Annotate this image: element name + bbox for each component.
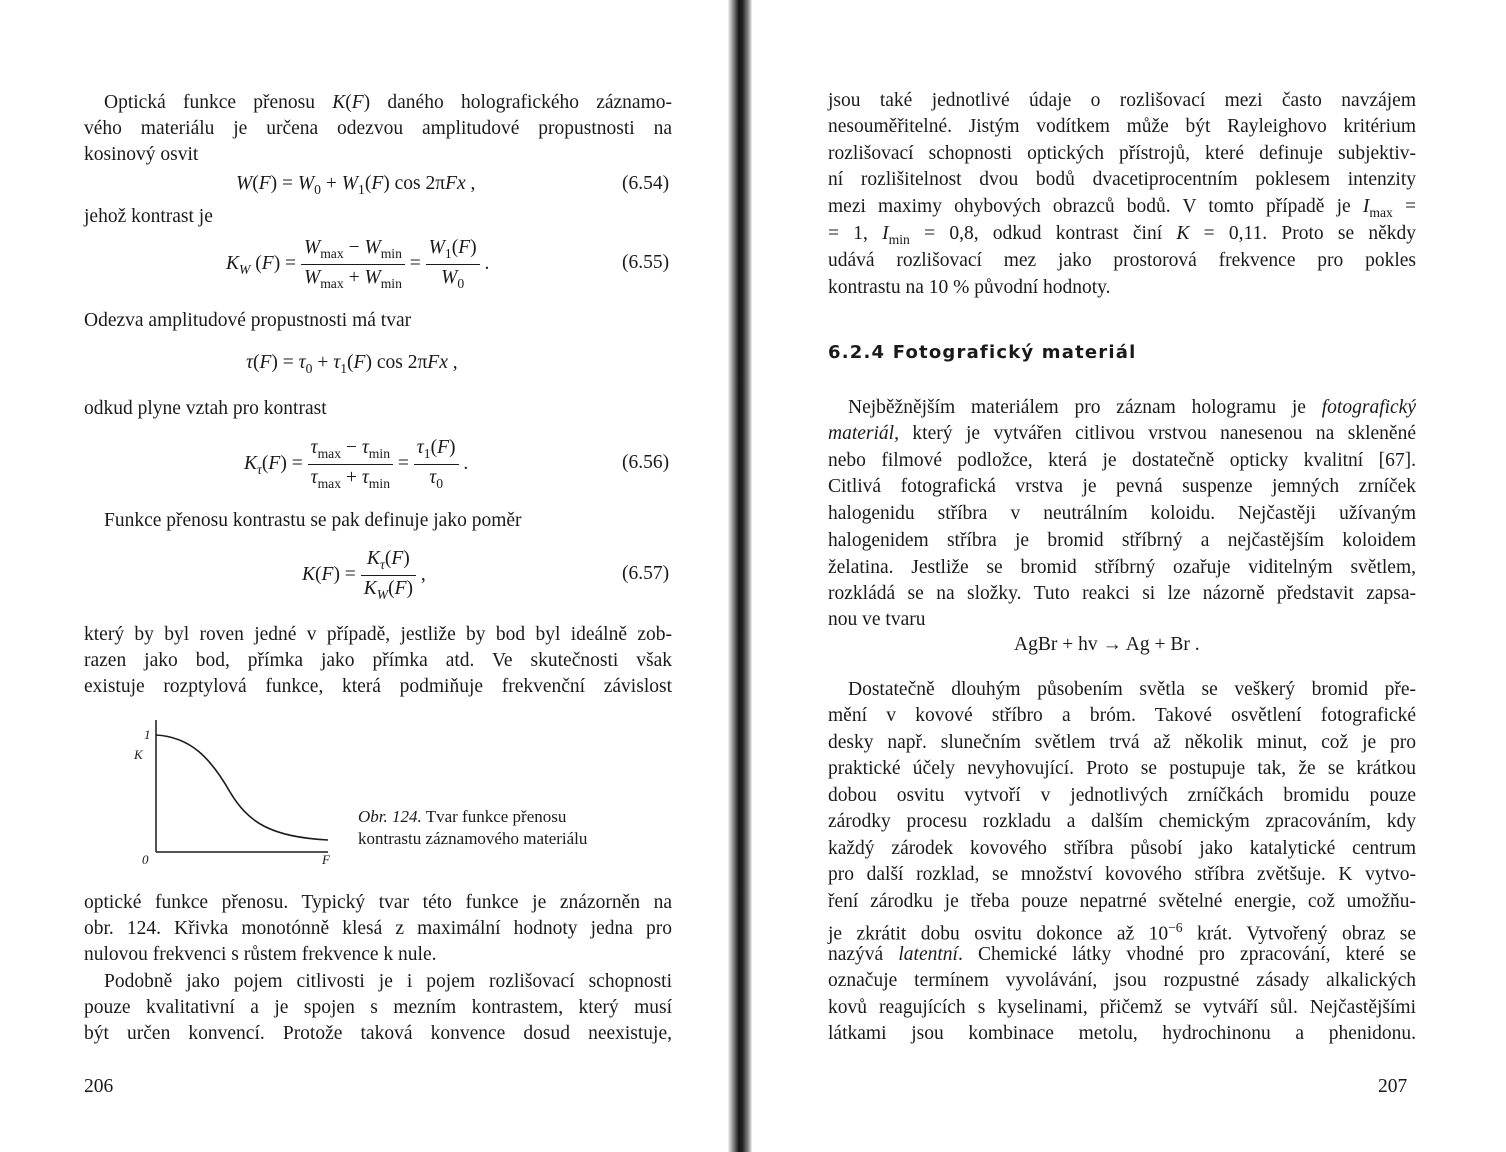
text-line: kovů reagujících s kyselinami, přičemž se vytváří sůl. Nejčastějšími	[828, 997, 1416, 1018]
text-line: nesouměřitelné. Jistým vodítkem může být Rayleighovo kritérium	[828, 116, 1416, 137]
transfer-function-figure	[130, 712, 340, 872]
text-line: nou ve tvaru	[828, 609, 926, 630]
text-line: kontrastu na 10 % původní hodnoty.	[828, 277, 1111, 298]
text-line: praktické účely nevyhovující. Proto se postupuje tak, že se krátkou	[828, 758, 1416, 779]
text-line: Dostatečně dlouhým působením světla se veškerý bromid pře-	[848, 679, 1416, 700]
text-line: existuje rozptylová funkce, která podmiňuje frekvenční závislost	[84, 676, 672, 697]
equation-6-57: K(F) = $\frac{K_\tau(F)}{K_W(F)}$ ,	[302, 548, 426, 602]
equation-tau: $\tau(F) = \tau_0 + \tau_1(F)$ cos 2πFx ,	[246, 352, 458, 376]
equation-number: (6.57)	[622, 563, 670, 584]
axis-y-label: K	[134, 747, 143, 762]
text-line: halogenidu stříbra v neutrálním koloidu. Nejčastěji užívaným	[828, 503, 1416, 524]
text-line: vého materiálu je určena odezvou amplitudové propustnosti na	[84, 118, 672, 139]
text-line: Odezva amplitudové propustnosti má tvar	[84, 310, 412, 331]
text-line: Funkce přenosu kontrastu se pak definuje jako poměr	[104, 510, 522, 531]
text-line: nebo filmové podložce, která je dostatečně opticky kvalitní [67].	[828, 450, 1416, 471]
text-line: označuje termínem vyvolávání, jsou rozpustné zásady alkalických	[828, 970, 1416, 991]
text-line: nulovou frekvenci s růstem frekvence k nule.	[84, 944, 437, 965]
text-line: mezi maximy ohybových obrazců bodů. V tomto případě je $I_{max}$ =	[828, 196, 1417, 220]
text-line: Podobně jako pojem citlivosti je i pojem rozlišovací schopnosti	[104, 971, 672, 992]
text-line: desky např. slunečním světlem trvá až několik minut, což je pro	[828, 732, 1416, 753]
equation-6-55: $K_W$ (F) = $\frac{W_{max} - W_{min}}{W_{max} + W_{min}}$ = $\frac{W_1(F)}{W_0}$ .	[226, 237, 490, 291]
figure-caption-line1: Tvar funkce přenosu	[425, 807, 567, 826]
text-line: ření zárodku je třeba pouze nepatrné světelné energie, což umožňu-	[828, 891, 1416, 912]
right-page	[752, 0, 1506, 1152]
text-line: rozkládá se na složky. Tuto reakci si lze názorně představit zapsa-	[828, 583, 1416, 604]
left-page	[0, 0, 728, 1152]
equation-number: (6.54)	[622, 173, 670, 194]
text-line: Citlivá fotografická vrstva je pevná suspenze jemných zrníček	[828, 476, 1416, 497]
text-line: materiál, který je vytvářen citlivou vrstvou nanesenou na skleněné	[828, 423, 1416, 444]
figure-caption-label: Obr. 124.	[358, 807, 422, 826]
text-line: nazývá latentní. Chemické látky vhodné pro zpracování, které se	[828, 944, 1416, 965]
text-line: halogenidem stříbra je bromid stříbrný a nejčastějším koloidem	[828, 530, 1416, 551]
text-line: rozlišovací schopnosti optických přístrojů, které definuje subjektiv-	[828, 143, 1416, 164]
equation-number: (6.55)	[622, 252, 670, 273]
axis-x-label: F	[322, 852, 330, 867]
text-line: kosinový osvit	[84, 144, 199, 165]
text-line: optické funkce přenosu. Typický tvar této funkce je znázorněn na	[84, 892, 672, 913]
text-line: Optická funkce přenosu K(F) daného holografického záznamo-	[104, 92, 672, 113]
text-line: želatina. Jestliže se bromid stříbrný ozařuje viditelným světlem,	[828, 557, 1416, 578]
text-line: mění v kovové stříbro a bróm. Takové osvětlení fotografické	[828, 705, 1416, 726]
text-line: pouze kvalitativní a je spojen s mezním kontrastem, který musí	[84, 997, 672, 1018]
transfer-curve	[156, 735, 328, 840]
text-line: dobou osvitu vytvoří v jednotlivých zrníčkách bromidu pouze	[828, 785, 1416, 806]
text-line: být určen konvencí. Protože taková konvence dosud neexistuje,	[84, 1023, 672, 1044]
text-line: udává rozlišovací mez jako prostorová frekvence pro pokles	[828, 250, 1416, 271]
axis-origin-label: 0	[142, 852, 149, 867]
text-line: jsou také jednotlivé údaje o rozlišovací mezi často navzájem	[828, 90, 1416, 111]
text-line: je zkrátit dobu osvitu dokonce až $10^{-6}$ krát. Vytvořený obraz se	[828, 920, 1416, 945]
text-line: jehož kontrast je	[84, 206, 213, 227]
reaction-equation: AgBr + hv → Ag + Br .	[1014, 634, 1200, 655]
text-line: = 1, $I_{min} = 0,8$, odkud kontrast činí K = 0,11. Proto se někdy	[828, 223, 1417, 247]
equation-number: (6.56)	[622, 452, 670, 473]
book-gutter	[728, 0, 752, 1152]
text-line: každý zárodek kovového stříbra působí jako katalytické centrum	[828, 838, 1416, 859]
figure-caption	[358, 806, 566, 828]
text-line: látkami jsou kombinace metolu, hydrochinonu a phenidonu.	[828, 1023, 1416, 1044]
text-line: zárodky procesu rozkladu a dalším chemickým zpracováním, kdy	[828, 811, 1416, 832]
text-line: pro další rozklad, se množství kovového stříbra zvětšuje. K vytvo-	[828, 864, 1416, 885]
equation-6-56: $K_\tau(F)$ = $\frac{\tau_{max} - \tau_{min}}{\tau_{max} + \tau_{min}}$ = $\frac{\tau_1(F)}{\tau_0}$ .	[244, 437, 469, 491]
text-line: Nejběžnějším materiálem pro záznam hologramu je fotografický	[848, 397, 1416, 418]
figure-caption-line2: kontrastu záznamového materiálu	[358, 829, 588, 848]
text-line: odkud plyne vztah pro kontrast	[84, 398, 327, 419]
equation-6-54: $W(F) = W_0 + W_1(F)$ cos 2πFx ,	[236, 173, 476, 197]
section-heading: 6.2.4 Fotografický materiál	[828, 342, 1137, 363]
axis-y-top-label: 1	[144, 727, 151, 742]
text-line: razen jako bod, přímka jako přímka atd. Ve skutečnosti však	[84, 650, 672, 671]
text-line: ní rozlišitelnost dvou bodů dvacetiprocentním poklesem intenzity	[828, 169, 1416, 190]
page-number-left: 206	[84, 1076, 114, 1097]
text-line: obr. 124. Křivka monotónně klesá z maximální hodnoty jedna pro	[84, 918, 672, 939]
page-number-right: 207	[1378, 1076, 1408, 1097]
text-line: který by byl roven jedné v případě, jestliže by bod byl ideálně zob-	[84, 624, 672, 645]
